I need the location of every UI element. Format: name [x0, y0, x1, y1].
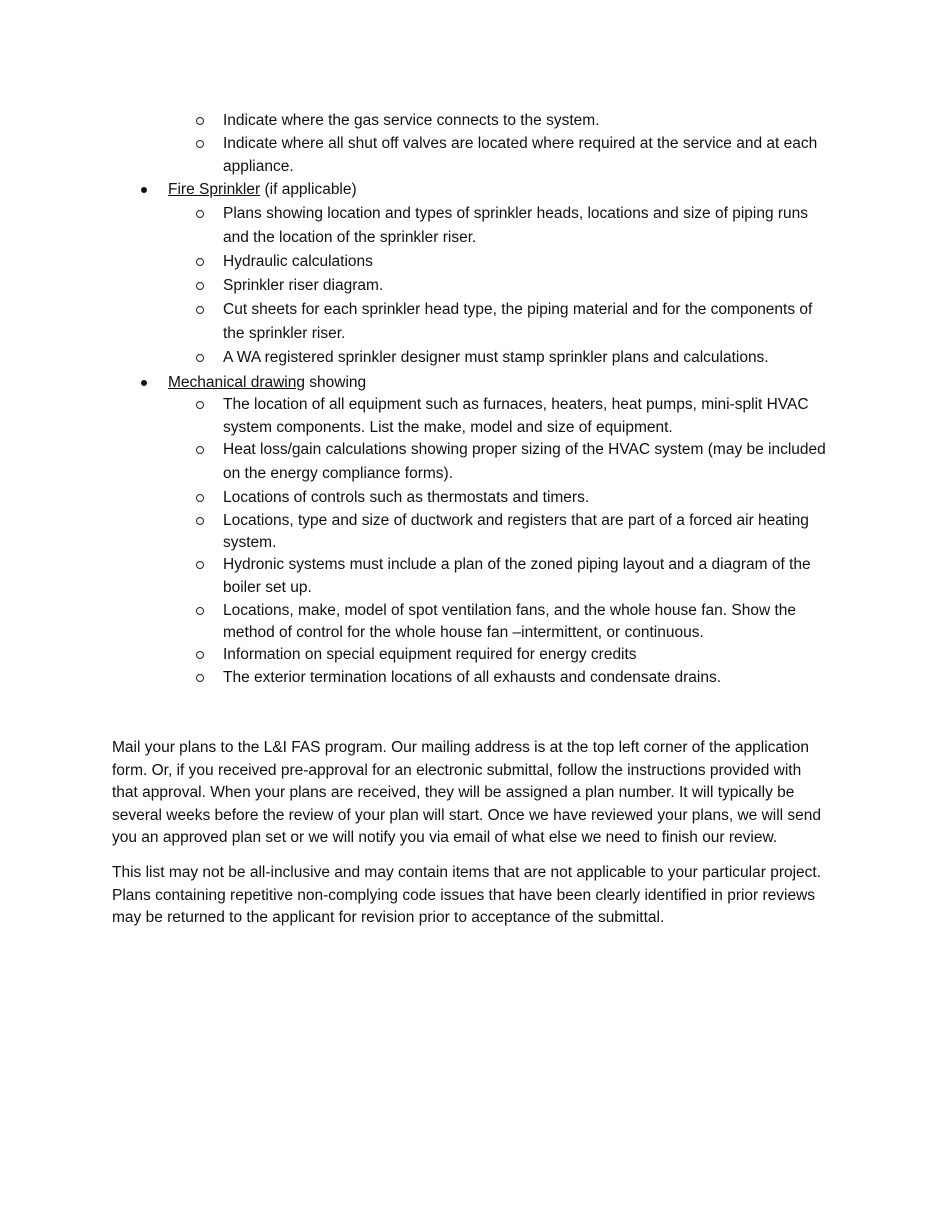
paragraph-line: Plans containing repetitive non-complying code issues that have been clearly identified in prior reviews — [112, 886, 816, 904]
gas-item-1-line-1: Indicate where the gas service connects to the system. — [223, 112, 600, 129]
disclaimer-paragraph — [112, 862, 852, 930]
sub-bullet-icon — [196, 251, 208, 273]
bullet-icon — [141, 179, 147, 201]
mailing-paragraph — [112, 737, 852, 850]
mech-item-3: Locations of controls such as thermostats and timers. — [223, 489, 590, 506]
sub-bullet-icon — [196, 394, 208, 416]
sub-bullet-icon — [196, 667, 208, 689]
fire-sprinkler-title: Fire Sprinkler — [168, 181, 261, 198]
sprinkler-item-4-line-1: Cut sheets for each sprinkler head type, the piping material and for the components of — [223, 301, 813, 318]
gas-item-2-line-1: Indicate where all shut off valves are located where required at the service and at each — [223, 135, 818, 152]
sprinkler-item-2: Hydraulic calculations — [223, 253, 373, 270]
mech-item-6-line-1: Locations, make, model of spot ventilation fans, and the whole house fan. Show the — [223, 602, 797, 619]
mech-item-5-line-2: boiler set up. — [223, 579, 312, 596]
gas-item-2-line-2: appliance. — [223, 158, 294, 175]
mechanical-suffix: showing — [305, 374, 367, 391]
sub-bullet-icon — [196, 275, 208, 297]
mech-item-1-line-1: The location of all equipment such as furnaces, heaters, heat pumps, mini-split HVAC — [223, 396, 809, 413]
sprinkler-item-5: A WA registered sprinkler designer must stamp sprinkler plans and calculations. — [223, 349, 769, 366]
fire-sprinkler-heading — [168, 179, 357, 201]
sprinkler-item-4-line-2: the sprinkler riser. — [223, 325, 346, 342]
paragraph-line: you an approved plan set or we will notify you via email of what else we need to finish our review. — [112, 829, 778, 846]
mech-item-2-line-2: on the energy compliance forms). — [223, 465, 454, 482]
mechanical-heading — [168, 372, 366, 394]
mech-item-8: The exterior termination locations of all exhausts and condensate drains. — [223, 669, 722, 686]
paragraph-line: may be returned to the applicant for revision prior to acceptance of the submittal. — [112, 909, 665, 926]
sub-bullet-icon — [196, 644, 208, 666]
sub-bullet-icon — [196, 487, 208, 509]
mech-item-2-line-1: Heat loss/gain calculations showing proper sizing of the HVAC system (may be included — [223, 441, 826, 458]
sprinkler-item-3: Sprinkler riser diagram. — [223, 277, 384, 294]
sub-bullet-icon — [196, 554, 208, 576]
mech-item-1-line-2: system components. List the make, model and size of equipment. — [223, 419, 673, 436]
sprinkler-item-1-line-2: and the location of the sprinkler riser. — [223, 229, 477, 246]
sub-bullet-icon — [196, 133, 208, 155]
mechanical-title: Mechanical drawing — [168, 374, 305, 391]
sub-bullet-icon — [196, 510, 208, 532]
sub-bullet-icon — [196, 203, 208, 225]
sub-bullet-icon — [196, 600, 208, 622]
sub-bullet-icon — [196, 347, 208, 369]
mech-item-4-line-2: system. — [223, 534, 277, 551]
sprinkler-item-1-line-1: Plans showing location and types of sprinkler heads, locations and size of piping runs — [223, 205, 809, 222]
mech-item-6-line-2: method of control for the whole house fan –intermittent, or continuous. — [223, 624, 704, 641]
paragraph-line: that approval. When your plans are received, they will be assigned a plan number. It will typically be — [112, 784, 795, 801]
sub-bullet-icon — [196, 439, 208, 461]
paragraph-line: several weeks before the review of your plan will start. Once we have reviewed your plans, we will send — [112, 806, 822, 824]
fire-sprinkler-suffix: (if applicable) — [260, 181, 357, 198]
sub-bullet-icon — [196, 110, 208, 132]
sub-bullet-icon — [196, 299, 208, 321]
bullet-icon — [141, 372, 147, 394]
paragraph-line: form. Or, if you received pre-approval for an electronic submittal, follow the instructions provided with — [112, 761, 802, 779]
paragraph-line: Mail your plans to the L&I FAS program. Our mailing address is at the top left corner of the application — [112, 739, 809, 756]
paragraph-line: This list may not be all-inclusive and may contain items that are not applicable to your particular project. — [112, 864, 822, 881]
mech-item-5-line-1: Hydronic systems must include a plan of the zoned piping layout and a diagram of the — [223, 556, 811, 573]
mech-item-7: Information on special equipment required for energy credits — [223, 646, 637, 663]
mech-item-4-line-1: Locations, type and size of ductwork and registers that are part of a forced air heating — [223, 512, 809, 529]
